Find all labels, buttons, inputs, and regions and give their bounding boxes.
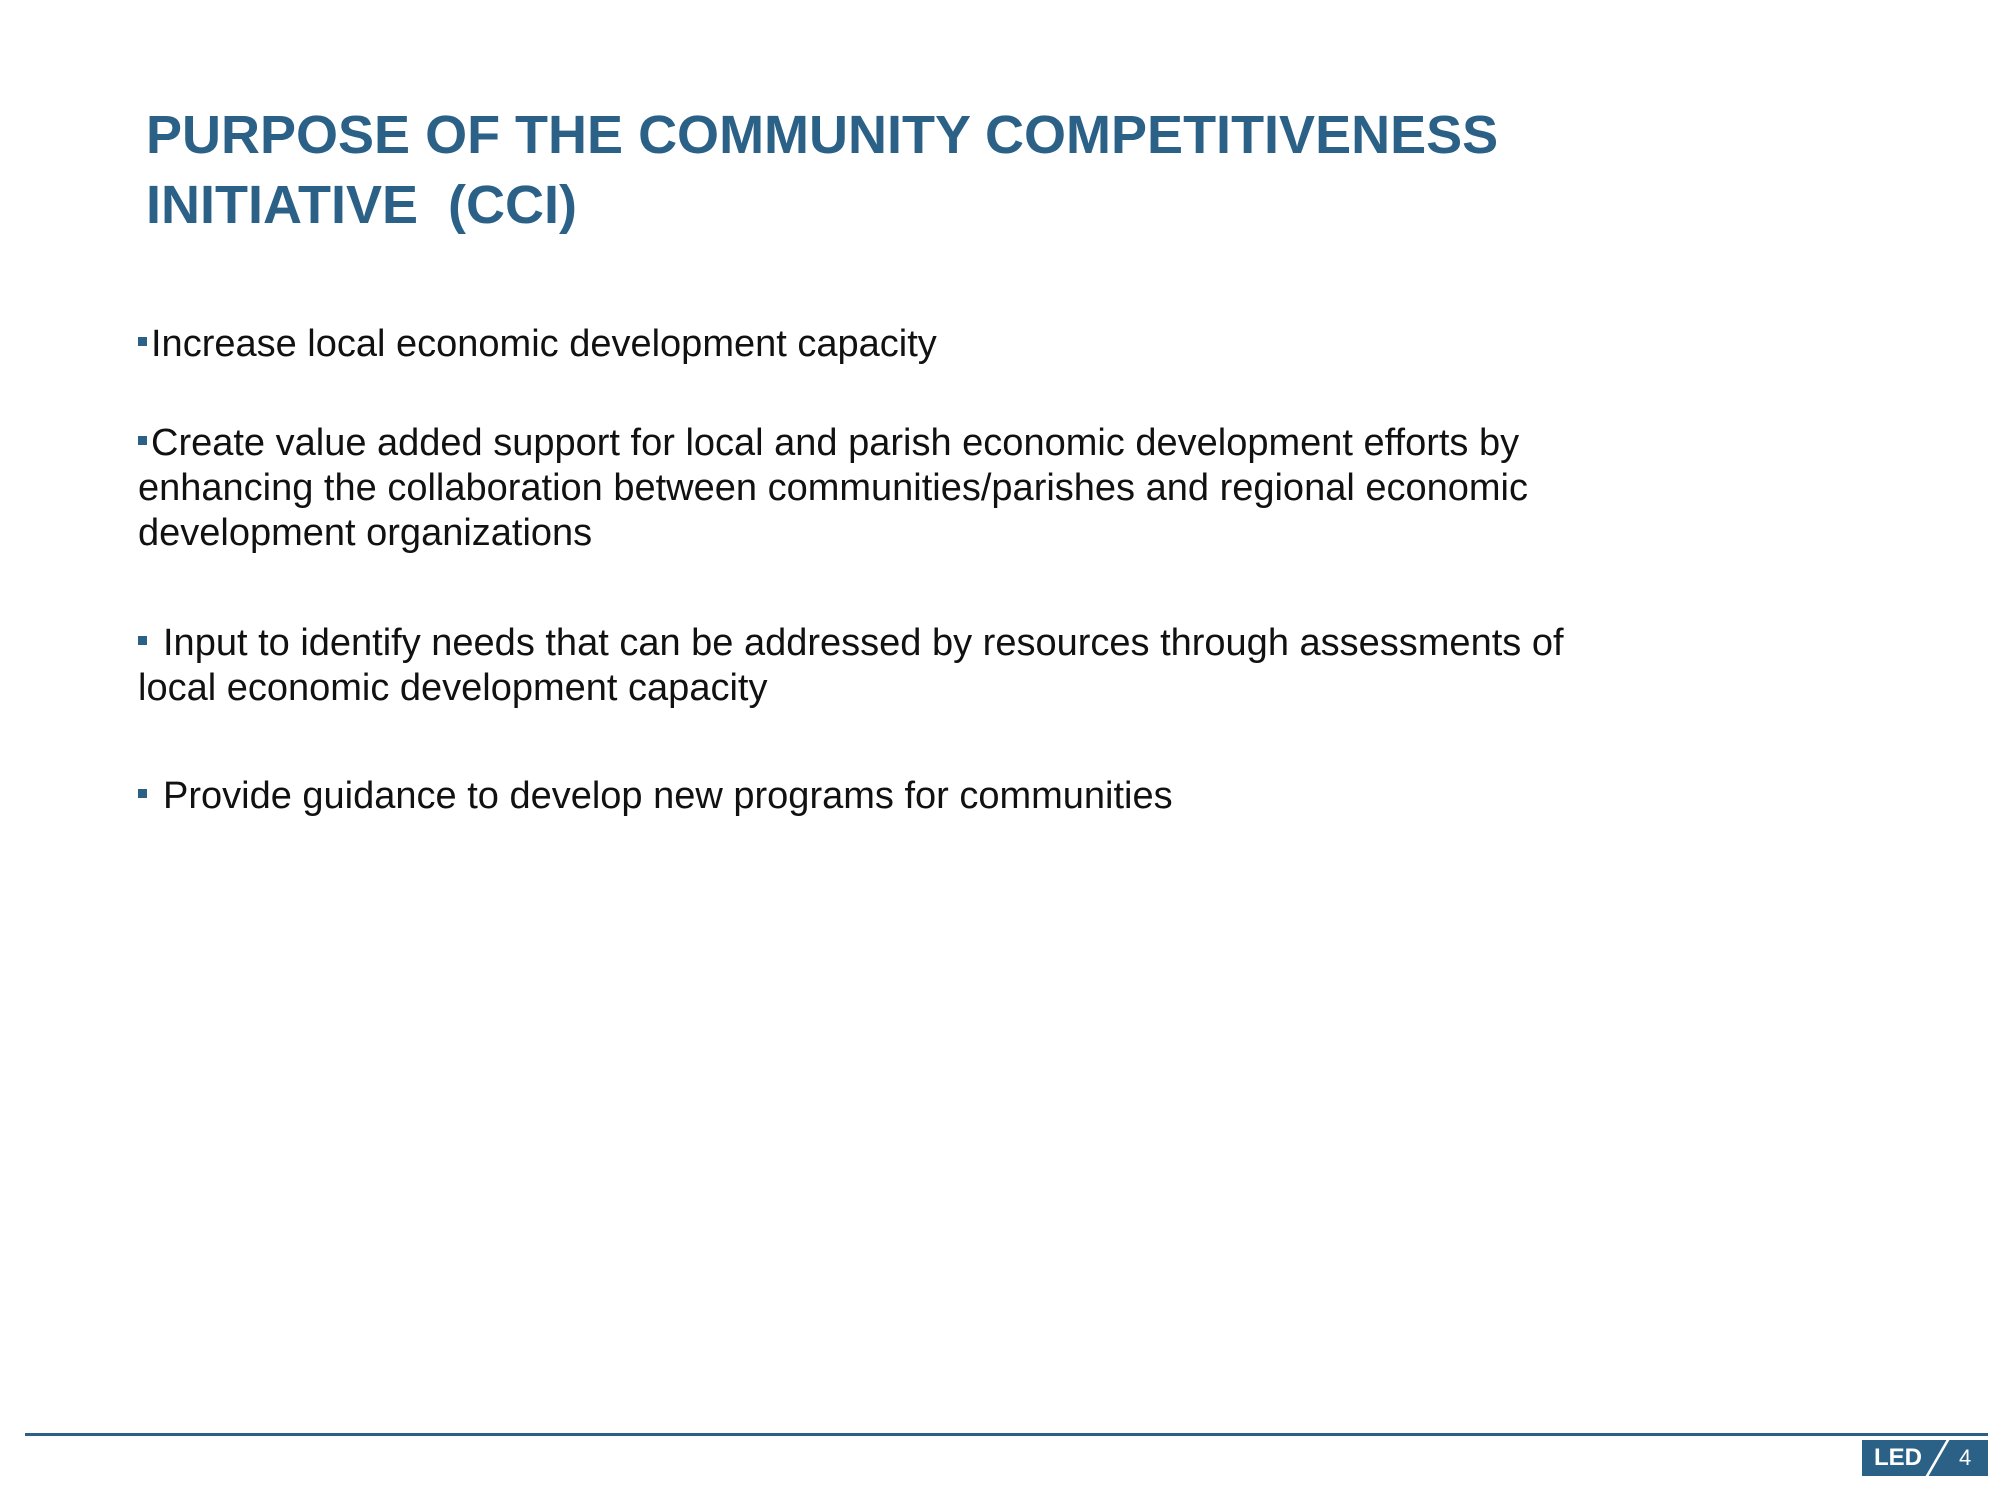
bullet-2-line-3: development organizations <box>138 512 593 554</box>
slide-title-line-2: INITIATIVE (CCI) <box>146 175 577 235</box>
bullet-item-3 <box>138 621 1838 711</box>
slide-title <box>146 100 1646 240</box>
slash-icon <box>1925 1439 1950 1477</box>
bullet-3-line-2: local economic development capacity <box>138 667 768 709</box>
bullet-2-line-2: enhancing the collaboration between communities/parishes and regional economic <box>138 467 1528 509</box>
footer-logo-badge <box>1862 1440 1988 1476</box>
bullet-item-4 <box>138 774 1838 819</box>
bullet-item-1 <box>138 322 1838 367</box>
bullet-2-line-1: Create value added support for local and parish economic development efforts by <box>151 422 1520 464</box>
bullet-1-line-1: Increase local economic development capacity <box>151 323 937 365</box>
bullet-item-2 <box>138 421 1838 556</box>
square-bullet-icon <box>138 337 147 346</box>
bullet-4-line-1: Provide guidance to develop new programs for communities <box>163 775 1173 817</box>
footer-divider <box>25 1433 1988 1436</box>
bullet-list <box>138 322 1838 819</box>
slide-title-line-1: PURPOSE OF THE COMMUNITY COMPETITIVENESS <box>146 105 1499 165</box>
square-bullet-icon <box>138 789 147 798</box>
square-bullet-icon <box>138 636 147 645</box>
led-logo: LED <box>1874 1444 1922 1471</box>
square-bullet-icon <box>138 436 147 445</box>
page-number: 4 <box>1959 1445 1972 1470</box>
bullet-3-line-1: Input to identify needs that can be addressed by resources through assessments of <box>163 622 1564 664</box>
